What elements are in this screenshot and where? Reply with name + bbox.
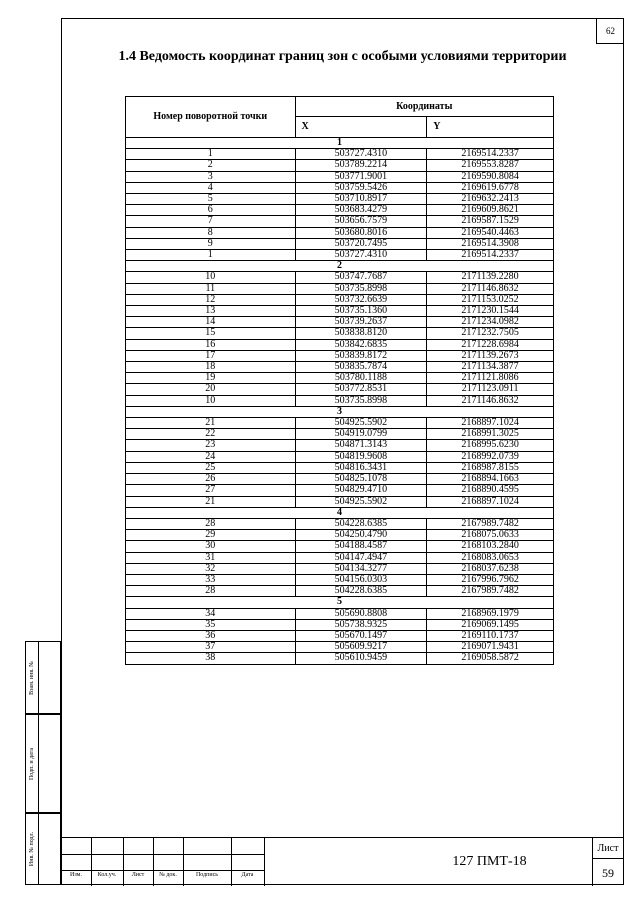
point-cell: 28 [126,518,296,529]
point-cell: 3 [126,171,296,182]
y-cell: 2169071.9431 [427,642,554,653]
x-cell: 504825.1078 [295,474,427,485]
sheet-label: Лист [597,843,619,854]
y-cell: 2171121.8086 [427,373,554,384]
table-row [126,306,554,317]
point-cell: 20 [126,384,296,395]
point-cell: 1 [126,149,296,160]
table-row [126,619,554,630]
point-cell: 29 [126,530,296,541]
table-row [126,250,554,261]
y-cell: 2168103.2840 [427,541,554,552]
x-cell: 505610.9459 [295,653,427,664]
x-cell: 503771.9001 [295,171,427,182]
x-cell: 503683.4279 [295,205,427,216]
group-label: 3 [126,406,554,417]
point-cell: 8 [126,227,296,238]
group-label: 2 [126,261,554,272]
point-cell: 37 [126,642,296,653]
point-cell: 14 [126,317,296,328]
point-cell: 5 [126,194,296,205]
point-cell: 34 [126,608,296,619]
stamp-col-date: Дата [241,872,254,878]
table-row [126,149,554,160]
table-row [126,630,554,641]
y-cell: 2169540.4463 [427,227,554,238]
y-cell: 2169553.8287 [427,160,554,171]
x-cell: 503789.2214 [295,160,427,171]
table-row [126,552,554,563]
x-cell: 503735.1360 [295,306,427,317]
table-row [126,238,554,249]
table-row [126,205,554,216]
group-label: 5 [126,597,554,608]
table-row [126,339,554,350]
table-row [126,429,554,440]
point-cell: 23 [126,440,296,451]
x-cell: 503835.7874 [295,362,427,373]
point-cell: 36 [126,630,296,641]
table-row [126,474,554,485]
table-body [126,138,554,665]
y-cell: 2168890.4595 [427,485,554,496]
table-row [126,451,554,462]
y-cell: 2169058.5872 [427,653,554,664]
table-row [126,642,554,653]
x-cell: 503780.1188 [295,373,427,384]
table-row [126,317,554,328]
y-cell: 2168075.0633 [427,530,554,541]
y-cell: 2169514.2337 [427,149,554,160]
coordinates-table [125,96,554,665]
point-cell: 21 [126,496,296,507]
table-row [126,395,554,406]
x-cell: 503656.7579 [295,216,427,227]
table-row [126,182,554,193]
x-cell: 504250.4790 [295,530,427,541]
table-row [126,283,554,294]
x-cell: 503727.4310 [295,149,427,160]
x-cell: 505609.9217 [295,642,427,653]
y-cell: 2169587.1529 [427,216,554,227]
group-row [126,261,554,272]
stamp-col-change: Изм. [70,872,82,878]
point-cell: 27 [126,485,296,496]
x-cell: 503680.8016 [295,227,427,238]
point-cell: 19 [126,373,296,384]
point-cell: 1 [126,250,296,261]
y-cell: 2168992.0739 [427,451,554,462]
x-cell: 504228.6385 [295,518,427,529]
y-cell: 2171228.6984 [427,339,554,350]
table-row [126,194,554,205]
point-cell: 13 [126,306,296,317]
document-code: 127 ПМТ-18 [452,854,527,869]
table-row [126,272,554,283]
side-box-inv-original [25,813,61,885]
y-cell: 2171139.2673 [427,350,554,361]
table-row [126,541,554,552]
group-row [126,406,554,417]
group-row [126,597,554,608]
x-cell: 504156.0303 [295,574,427,585]
x-cell: 503839.8172 [295,350,427,361]
page-corner-number: 62 [596,18,624,44]
x-cell: 504925.5902 [295,496,427,507]
table-row [126,216,554,227]
x-cell: 503842.6835 [295,339,427,350]
y-cell: 2171230.1544 [427,306,554,317]
header-coordinates: Координаты [295,97,553,117]
y-cell: 2167996.7962 [427,574,554,585]
x-cell: 503735.8998 [295,283,427,294]
point-cell: 15 [126,328,296,339]
table-row [126,653,554,664]
side-box-inv-replace [25,641,61,714]
y-cell: 2171123.0911 [427,384,554,395]
header-x: X [295,117,427,138]
y-cell: 2171232.7505 [427,328,554,339]
table-row [126,171,554,182]
table-row [126,160,554,171]
y-cell: 2168995.6230 [427,440,554,451]
title-block [61,837,624,885]
y-cell: 2171146.8632 [427,283,554,294]
x-cell: 503747.7687 [295,272,427,283]
x-cell: 503739.2637 [295,317,427,328]
point-cell: 22 [126,429,296,440]
table-row [126,373,554,384]
x-cell: 504925.5902 [295,418,427,429]
point-cell: 31 [126,552,296,563]
point-cell: 17 [126,350,296,361]
table-row [126,328,554,339]
y-cell: 2169609.8621 [427,205,554,216]
point-cell: 26 [126,474,296,485]
table-row [126,485,554,496]
table-row [126,462,554,473]
y-cell: 2171234.0982 [427,317,554,328]
point-cell: 30 [126,541,296,552]
table-row [126,350,554,361]
x-cell: 504919.0799 [295,429,427,440]
x-cell: 503727.4310 [295,250,427,261]
point-cell: 25 [126,462,296,473]
point-cell: 33 [126,574,296,585]
x-cell: 503720.7495 [295,238,427,249]
side-box-sign-date [25,714,61,813]
table-row [126,384,554,395]
point-cell: 11 [126,283,296,294]
sheet-number: 59 [592,858,624,886]
point-cell: 9 [126,238,296,249]
x-cell: 504829.4710 [295,485,427,496]
table-row [126,574,554,585]
stamp-col-doc: № док. [159,872,177,878]
y-cell: 2168897.1024 [427,418,554,429]
x-cell: 505738.9325 [295,619,427,630]
table-row [126,440,554,451]
point-cell: 7 [126,216,296,227]
x-cell: 503759.5426 [295,182,427,193]
point-cell: 16 [126,339,296,350]
table-row [126,530,554,541]
group-label: 4 [126,507,554,518]
group-row [126,138,554,149]
stamp-col-count: Кол.уч. [97,872,117,878]
stamp-col-sheet: Лист [131,872,145,878]
x-cell: 503772.8531 [295,384,427,395]
table-row [126,518,554,529]
x-cell: 504819.9608 [295,451,427,462]
y-cell: 2167989.7482 [427,518,554,529]
table-row [126,227,554,238]
x-cell: 503710.8917 [295,194,427,205]
point-cell: 10 [126,272,296,283]
x-cell: 503838.8120 [295,328,427,339]
y-cell: 2168987.8155 [427,462,554,473]
x-cell: 504147.4947 [295,552,427,563]
point-cell: 24 [126,451,296,462]
table-row [126,586,554,597]
y-cell: 2169069.1495 [427,619,554,630]
point-cell: 10 [126,395,296,406]
y-cell: 2169514.2337 [427,250,554,261]
table-row [126,608,554,619]
group-label: 1 [126,138,554,149]
x-cell: 505690.8808 [295,608,427,619]
point-cell: 18 [126,362,296,373]
x-cell: 504871.3143 [295,440,427,451]
x-cell: 504816.3431 [295,462,427,473]
group-row [126,507,554,518]
table-row [126,362,554,373]
y-cell: 2169619.6778 [427,182,554,193]
y-cell: 2169632.2413 [427,194,554,205]
table-row [126,563,554,574]
point-cell: 35 [126,619,296,630]
header-y: Y [427,117,554,138]
x-cell: 504188.4587 [295,541,427,552]
x-cell: 505670.1497 [295,630,427,641]
page-title: 1.4 Ведомость координат границ зон с особыми условиями территории [118,49,567,64]
table-row [126,496,554,507]
side-label-inv-original: Инв. № подл. [29,831,35,867]
y-cell: 2168037.6238 [427,563,554,574]
y-cell: 2169590.8084 [427,171,554,182]
y-cell: 2168897.1024 [427,496,554,507]
point-cell: 4 [126,182,296,193]
y-cell: 2171153.0252 [427,294,554,305]
y-cell: 2169110.1737 [427,630,554,641]
point-cell: 6 [126,205,296,216]
side-label-inv-replace: Взам. инв. № [29,660,35,695]
side-label-sign-date: Подп. и дата [29,747,35,780]
table-row [126,294,554,305]
x-cell: 504228.6385 [295,586,427,597]
point-cell: 38 [126,653,296,664]
y-cell: 2167989.7482 [427,586,554,597]
point-cell: 32 [126,563,296,574]
point-cell: 21 [126,418,296,429]
y-cell: 2168969.1979 [427,608,554,619]
x-cell: 503735.8998 [295,395,427,406]
y-cell: 2171139.2280 [427,272,554,283]
y-cell: 2171146.8632 [427,395,554,406]
y-cell: 2169514.3908 [427,238,554,249]
x-cell: 503732.6639 [295,294,427,305]
stamp-col-signature: Подпись [195,872,219,878]
x-cell: 504134.3277 [295,563,427,574]
y-cell: 2168991.3025 [427,429,554,440]
point-cell: 12 [126,294,296,305]
point-cell: 28 [126,586,296,597]
y-cell: 2171134.3877 [427,362,554,373]
header-point-number: Номер поворотной точки [126,97,296,138]
y-cell: 2168083.0653 [427,552,554,563]
y-cell: 2168894.1663 [427,474,554,485]
table-row [126,418,554,429]
point-cell: 2 [126,160,296,171]
